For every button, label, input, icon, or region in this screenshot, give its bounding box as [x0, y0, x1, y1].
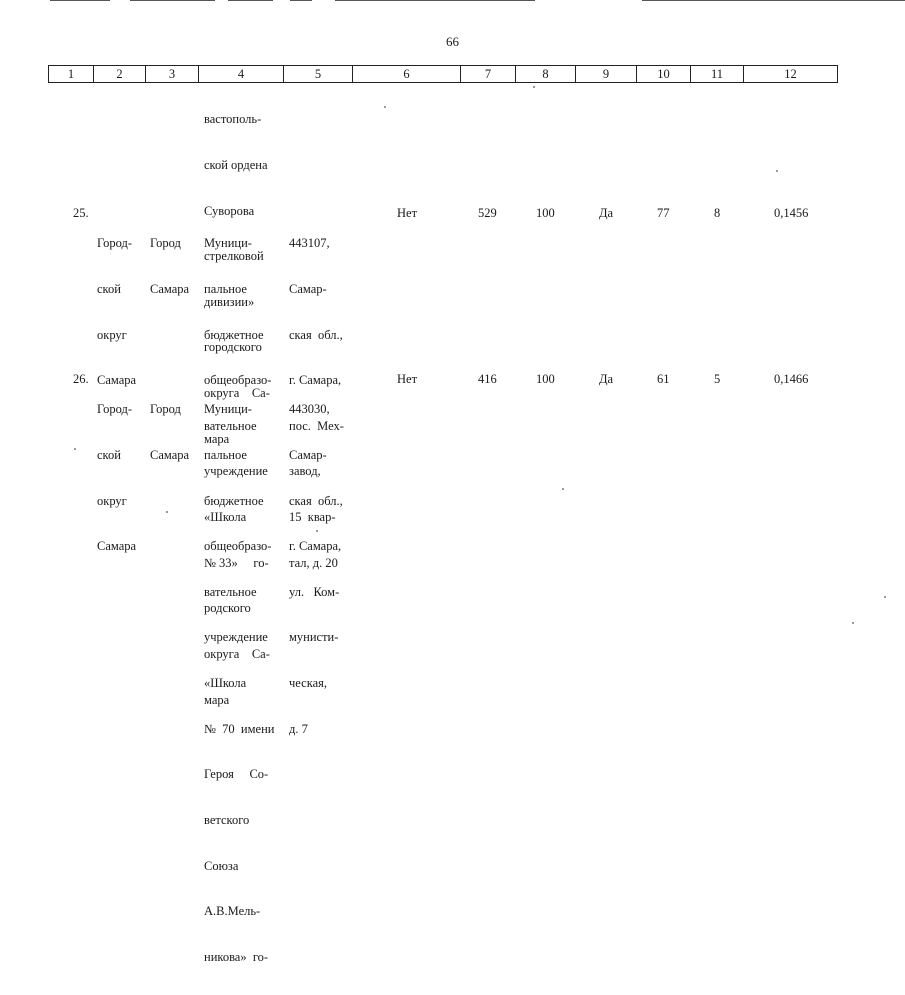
text-line: Город-	[97, 402, 133, 417]
text-line: Самар-	[289, 448, 327, 463]
text-line: пальное	[204, 448, 247, 463]
text-line: бюджетное	[204, 493, 264, 508]
col8-cell: 100	[536, 206, 555, 220]
text-line: ской	[97, 448, 121, 463]
text-line: мара	[204, 431, 230, 446]
scan-edge-line	[290, 0, 312, 1]
col9-cell: Да	[599, 206, 614, 220]
scan-edge-line	[228, 0, 273, 1]
scan-speck	[884, 596, 886, 598]
text-line: родского	[204, 601, 251, 616]
text-line: учреждение	[204, 630, 268, 645]
text-line: мунисти-	[289, 630, 339, 645]
scan-edge-line	[130, 0, 215, 1]
text-line: пальное	[204, 282, 247, 297]
row-number: 26.	[73, 372, 89, 386]
scan-edge-line	[335, 0, 535, 1]
text-line: г. Самара,	[289, 373, 342, 388]
text-line: ская обл.,	[289, 493, 343, 508]
text-line: 443030,	[289, 402, 330, 417]
page-number: 66	[446, 34, 459, 49]
text-line: Самар-	[289, 282, 327, 297]
text-line: пос. Мех-	[289, 418, 344, 433]
text-line: тал, д. 20	[289, 555, 338, 570]
text-line: завод,	[289, 464, 321, 479]
text-line: Муници-	[204, 402, 252, 417]
text-line: ветского	[204, 812, 250, 827]
scan-edge-line	[50, 0, 110, 1]
scan-speck	[562, 488, 564, 490]
text-line: 443107,	[289, 236, 330, 251]
text-line: городского	[204, 340, 262, 355]
text-line: Муници-	[204, 236, 252, 251]
text-line: 15 квар-	[289, 510, 336, 525]
col9-cell: Да	[599, 372, 614, 386]
column-header: 12	[784, 67, 797, 81]
scan-speck	[533, 86, 535, 88]
text-line: Город	[150, 402, 181, 417]
column-header: 3	[146, 66, 199, 82]
text-line: вательное	[204, 584, 257, 599]
scan-speck	[74, 448, 76, 450]
col11-cell: 5	[714, 372, 721, 386]
text-line: никова» го-	[204, 949, 269, 964]
text-line: округа Са-	[204, 646, 270, 661]
text-line: Самара	[150, 448, 190, 463]
text-line: бюджетное	[204, 327, 264, 342]
text-line: Город	[150, 236, 181, 251]
scan-speck	[384, 106, 386, 108]
text-line: округ	[97, 493, 127, 508]
address-cell	[289, 372, 343, 767]
text-line: г. Самара,	[289, 539, 342, 554]
col8-cell: 100	[536, 372, 555, 386]
column-header: 1	[49, 66, 94, 82]
col11-cell: 8	[714, 206, 721, 220]
district-cell	[97, 372, 136, 585]
col10-cell: 61	[657, 372, 670, 386]
text-line: «Школа	[204, 676, 247, 691]
column-header: 4	[199, 66, 284, 82]
city-cell	[150, 206, 189, 328]
col10-cell: 77	[657, 206, 670, 220]
col12-cell: 0,1466	[774, 372, 809, 386]
text-line: стрелковой	[204, 249, 264, 264]
text-line: № 33» го-	[204, 555, 269, 570]
text-line: А.В.Мель-	[204, 904, 261, 919]
text-line: Героя Со-	[204, 767, 269, 782]
text-line: ской	[97, 282, 121, 297]
text-line: учреждение	[204, 464, 268, 479]
column-header: 10	[637, 66, 691, 82]
text-line: Суворова	[204, 203, 255, 218]
scan-speck	[852, 622, 854, 624]
col7-cell: 529	[478, 206, 497, 220]
text-line: вательное	[204, 418, 257, 433]
col6-cell: Нет	[397, 206, 418, 220]
text-line: общеобразо-	[204, 373, 272, 388]
text-line: вастополь-	[204, 112, 262, 127]
column-header: 5	[284, 66, 353, 82]
text-line: округ	[97, 327, 127, 342]
text-line: Город-	[97, 236, 133, 251]
text-line: Самара	[150, 282, 190, 297]
text-line: ская обл.,	[289, 327, 343, 342]
column-header: 2	[94, 66, 146, 82]
column-header: 9	[576, 66, 637, 82]
col12-cell: 0,1456	[774, 206, 809, 220]
text-line: дивизии»	[204, 294, 255, 309]
text-line: № 70 имени	[204, 721, 275, 736]
column-header: 7	[461, 66, 516, 82]
text-line: ул. Ком-	[289, 584, 340, 599]
text-line: Союза	[204, 858, 239, 873]
text-line: «Школа	[204, 510, 247, 525]
text-line: округа Са-	[204, 386, 270, 401]
text-line: Самара	[97, 539, 137, 554]
column-header: 11	[691, 66, 744, 82]
text-line: ческая,	[289, 676, 328, 691]
col7-cell: 416	[478, 372, 497, 386]
text-line: Самара	[97, 373, 137, 388]
text-line: ской ордена	[204, 158, 268, 173]
column-header: 6	[353, 66, 461, 82]
table-header-row	[48, 65, 838, 83]
column-header: 8	[516, 66, 576, 82]
text-line: мара	[204, 692, 230, 707]
text-line: д. 7	[289, 721, 308, 736]
scan-speck	[166, 511, 168, 513]
scan-speck	[776, 170, 778, 172]
col6-cell: Нет	[397, 372, 418, 386]
institution-cell	[204, 372, 274, 995]
text-line: общеобразо-	[204, 539, 272, 554]
scan-edge-line	[642, 0, 905, 1]
scan-speck	[316, 530, 318, 532]
row-number: 25.	[73, 206, 89, 220]
city-cell	[150, 372, 189, 494]
